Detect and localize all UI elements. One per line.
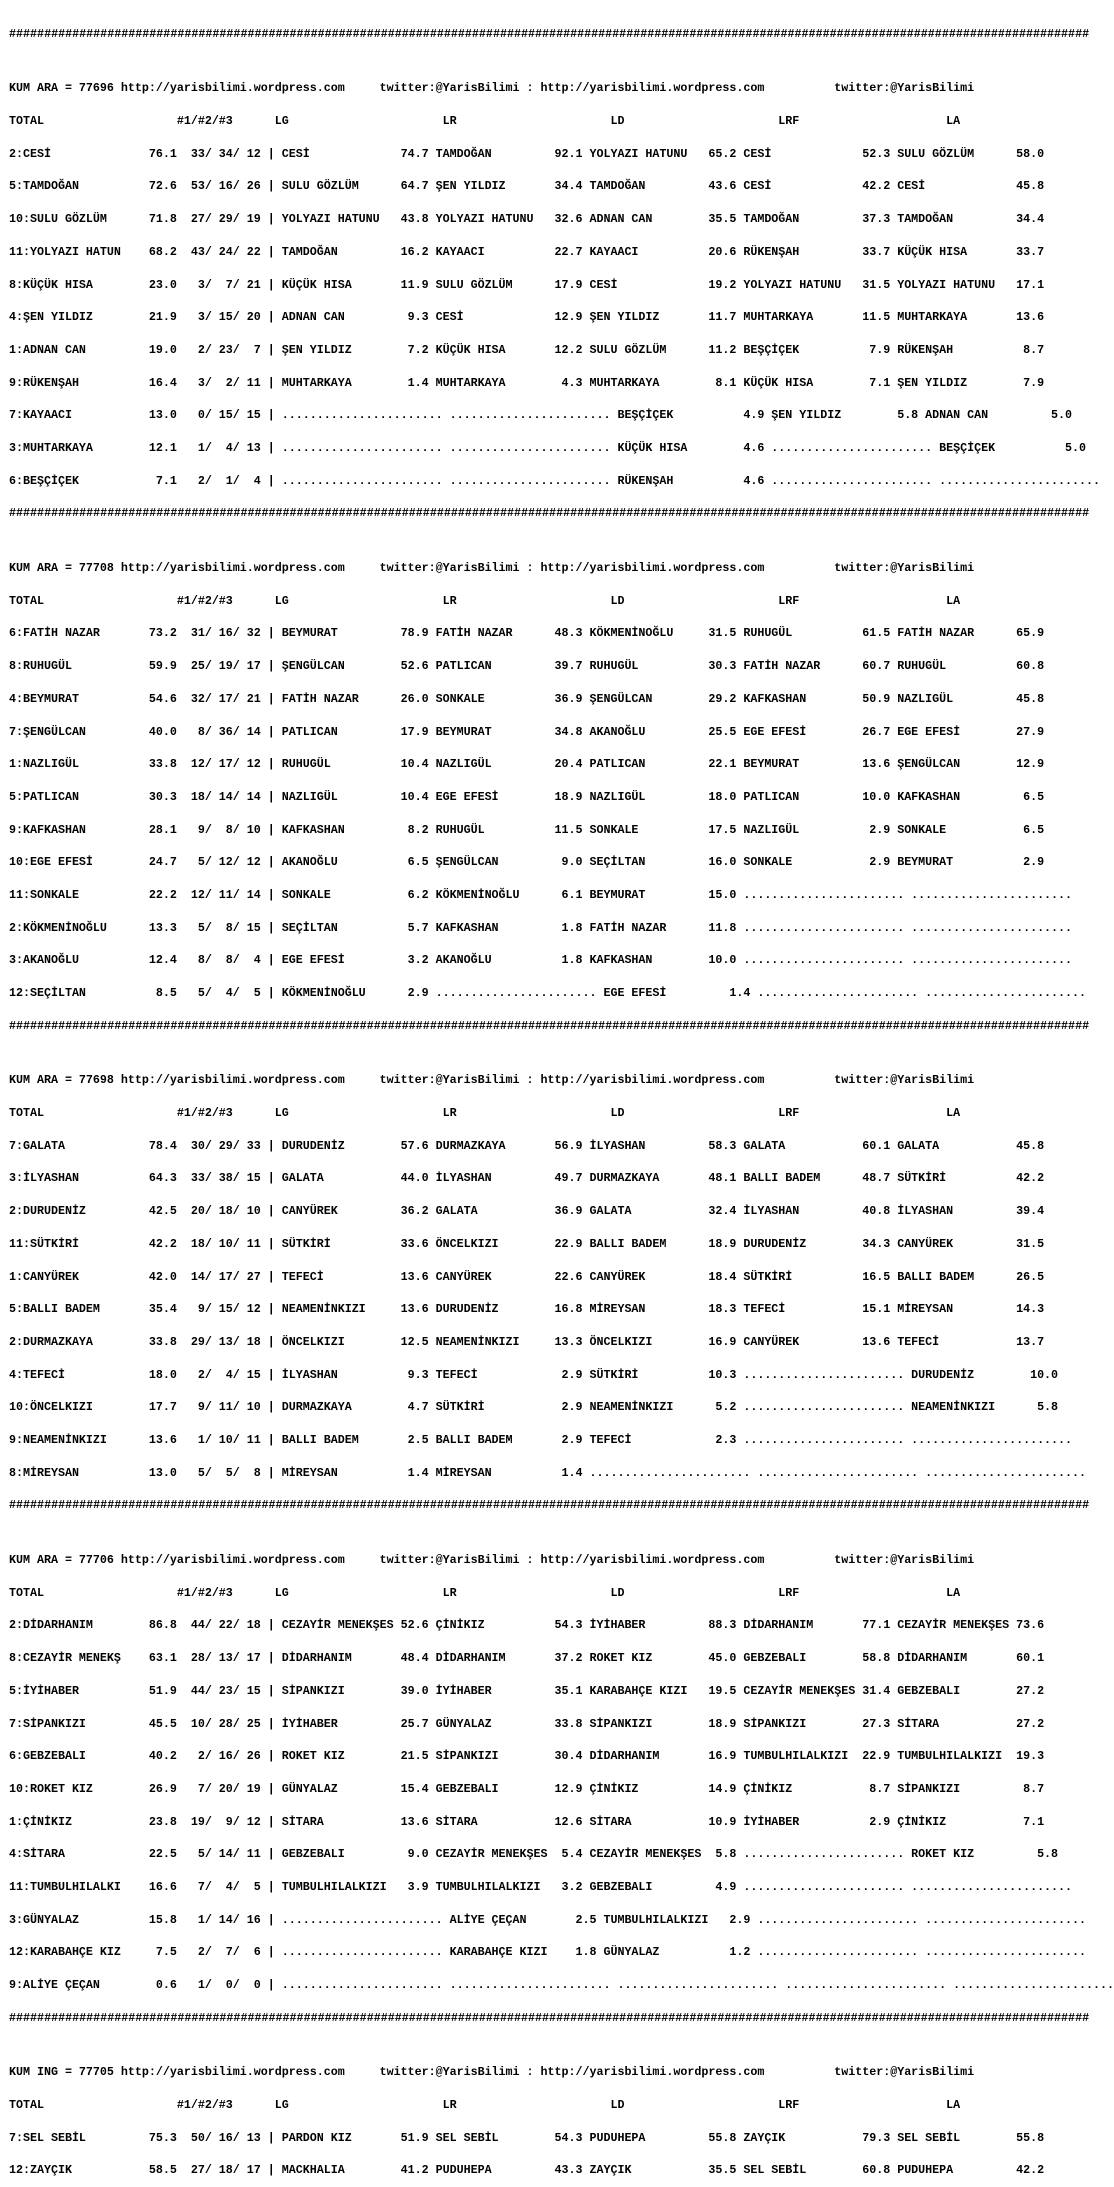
horse-row: 12:KARABAHÇE KIZ 7.5 2/ 7/ 6 | ....................... KARABAHÇE KIZI 1.8 GÜNYALAZ 1.2 ....................... ....................... [9,1945,1087,1960]
separator-line: ########################################################################################################################################################## [9,2010,1090,2025]
separator-line: ########################################################################################################################################################## [9,1498,1090,1513]
horse-row: 2:DİDARHANIM 86.8 44/ 22/ 18 | CEZAYİR MENEKŞES 52.6 ÇİNİKIZ 54.3 İYİHABER 88.3 DİDARHANIM 77.1 CEZAYİR MENEKŞES 73.6 [9,1618,1045,1633]
horse-row: 6:FATİH NAZAR 73.2 31/ 16/ 32 | BEYMURAT 78.9 FATİH NAZAR 48.3 KÖKMENİNOĞLU 31.5 RUHUGÜL 61.5 FATİH NAZAR 65.9 [9,626,1045,641]
race-statistics-printout [9,7,1114,2187]
separator-line: ########################################################################################################################################################## [9,26,1090,41]
race-header: KUM ARA = 77706 http://yarisbilimi.wordpress.com twitter:@YarisBilimi : http://yarisbilimi.wordpress.com twitter:@YarisBilimi [9,1553,975,1567]
horse-row: 6:GEBZEBALI 40.2 2/ 16/ 26 | ROKET KIZ 21.5 SİPANKIZI 30.4 DİDARHANIM 16.9 TUMBULHILALKIZI 22.9 TUMBULHILALKIZI 19.3 [9,1749,1045,1764]
horse-row: 4:SİTARA 22.5 5/ 14/ 11 | GEBZEBALI 9.0 CEZAYİR MENEKŞES 5.4 CEZAYİR MENEKŞES 5.8 ....................... ROKET KIZ 5.8 [9,1847,1059,1862]
horse-row: 7:SİPANKIZI 45.5 10/ 28/ 25 | İYİHABER 25.7 GÜNYALAZ 33.8 SİPANKIZI 18.9 SİPANKIZI 27.3 SİTARA 27.2 [9,1716,1045,1731]
race-header: KUM ARA = 77708 http://yarisbilimi.wordpress.com twitter:@YarisBilimi : http://yarisbilimi.wordpress.com twitter:@YarisBilimi [9,560,975,575]
horse-row: 5:İYİHABER 51.9 44/ 23/ 15 | SİPANKIZI 39.0 İYİHABER 35.1 KARABAHÇE KIZI 19.5 CEZAYİR MENEKŞES 31.4 GEBZEBALI 27.2 [9,1683,1045,1698]
column-headers: TOTAL #1/#2/#3 LG LR LD LRF LA [9,1585,961,1600]
horse-row: 8:CEZAYİR MENEKŞ 63.1 28/ 13/ 17 | DİDARHANIM 48.4 DİDARHANIM 37.2 ROKET KIZ 45.0 GEBZEBALI 58.8 DİDARHANIM 60.1 [9,1651,1045,1666]
horse-row: 9:KAFKASHAN 28.1 9/ 8/ 10 | KAFKASHAN 8.2 RUHUGÜL 11.5 SONKALE 17.5 NAZLIGÜL 2.9 SONKALE 6.5 [9,822,1045,837]
horse-row: 11:SÜTKİRİ 42.2 18/ 10/ 11 | SÜTKİRİ 33.6 ÖNCELKIZI 22.9 BALLI BADEM 18.9 DURUDENİZ 34.3 CANYÜREK 31.5 [9,1236,1045,1251]
horse-row: 11:TUMBULHILALKI 16.6 7/ 4/ 5 | TUMBULHILALKIZI 3.9 TUMBULHILALKIZI 3.2 GEBZEBALI 4.9 ....................... ....................... [9,1880,1073,1895]
horse-row: 6:BEŞÇİÇEK 7.1 2/ 1/ 4 | ....................... ....................... RÜKENŞAH 4.6 ....................... ....................... [9,473,1101,488]
horse-row: 2:DURMAZKAYA 33.8 29/ 13/ 18 | ÖNCELKIZI 12.5 NEAMENİNKIZI 13.3 ÖNCELKIZI 16.9 CANYÜREK 13.6 TEFECİ 13.7 [9,1334,1045,1349]
horse-row: 3:İLYASHAN 64.3 33/ 38/ 15 | GALATA 44.0 İLYASHAN 49.7 DURMAZKAYA 48.1 BALLI BADEM 48.7 SÜTKİRİ 42.2 [9,1171,1045,1186]
horse-row: 5:TAMDOĞAN 72.6 53/ 16/ 26 | SULU GÖZLÜM 64.7 ŞEN YILDIZ 34.4 TAMDOĞAN 43.6 CESİ 42.2 CESİ 45.8 [9,179,1045,194]
horse-row: 9:RÜKENŞAH 16.4 3/ 2/ 11 | MUHTARKAYA 1.4 MUHTARKAYA 4.3 MUHTARKAYA 8.1 KÜÇÜK HISA 7.1 ŞEN YILDIZ 7.9 [9,375,1045,390]
column-headers: TOTAL #1/#2/#3 LG LR LD LRF LA [9,1106,961,1121]
horse-row: 3:MUHTARKAYA 12.1 1/ 4/ 13 | ....................... ....................... KÜÇÜK HISA 4.6 ....................... BEŞÇİÇEK 5.0 [9,441,1087,456]
horse-row: 8:MİREYSAN 13.0 5/ 5/ 8 | MİREYSAN 1.4 MİREYSAN 1.4 ....................... ....................... ....................... [9,1465,1087,1480]
horse-row: 8:RUHUGÜL 59.9 25/ 19/ 17 | ŞENGÜLCAN 52.6 PATLICAN 39.7 RUHUGÜL 30.3 FATİH NAZAR 60.7 RUHUGÜL 60.8 [9,659,1045,674]
horse-row: 9:NEAMENİNKIZI 13.6 1/ 10/ 11 | BALLI BADEM 2.5 BALLI BADEM 2.9 TEFECİ 2.3 ....................... ....................... [9,1433,1073,1448]
horse-row: 9:ALİYE ÇEÇAN 0.6 1/ 0/ 0 | ....................... ....................... ....................... ....................... ....................... [9,1978,1114,1993]
horse-row: 3:AKANOĞLU 12.4 8/ 8/ 4 | EGE EFESİ 3.2 AKANOĞLU 1.8 KAFKASHAN 10.0 ....................... ....................... [9,953,1073,968]
race-header: KUM ING = 77705 http://yarisbilimi.wordpress.com twitter:@YarisBilimi : http://yarisbilimi.wordpress.com twitter:@YarisBilimi [9,2065,975,2080]
horse-row: 11:YOLYAZI HATUN 68.2 43/ 24/ 22 | TAMDOĞAN 16.2 KAYAACI 22.7 KAYAACI 20.6 RÜKENŞAH 33.7 KÜÇÜK HISA 33.7 [9,244,1045,259]
column-headers: TOTAL #1/#2/#3 LG LR LD LRF LA [9,2098,961,2113]
separator-line: ########################################################################################################################################################## [9,506,1090,521]
separator-line: ########################################################################################################################################################## [9,1018,1090,1033]
horse-row: 10:ROKET KIZ 26.9 7/ 20/ 19 | GÜNYALAZ 15.4 GEBZEBALI 12.9 ÇİNİKIZ 14.9 ÇİNİKIZ 8.7 SİPANKIZI 8.7 [9,1781,1045,1796]
horse-row: 7:KAYAACI 13.0 0/ 15/ 15 | ....................... ....................... BEŞÇİÇEK 4.9 ŞEN YILDIZ 5.8 ADNAN CAN 5.0 [9,408,1073,423]
horse-row: 1:ÇİNİKIZ 23.8 19/ 9/ 12 | SİTARA 13.6 SİTARA 12.6 SİTARA 10.9 İYİHABER 2.9 ÇİNİKIZ 7.1 [9,1814,1045,1829]
horse-row: 1:CANYÜREK 42.0 14/ 17/ 27 | TEFECİ 13.6 CANYÜREK 22.6 CANYÜREK 18.4 SÜTKİRİ 16.5 BALLI BADEM 26.5 [9,1269,1045,1284]
horse-row: 12:ZAYÇIK 58.5 27/ 18/ 17 | MACKHALIA 41.2 PUDUHEPA 43.3 ZAYÇIK 35.5 SEL SEBİL 60.8 PUDUHEPA 42.2 [9,2163,1045,2178]
horse-row: 1:ADNAN CAN 19.0 2/ 23/ 7 | ŞEN YILDIZ 7.2 KÜÇÜK HISA 12.2 SULU GÖZLÜM 11.2 BEŞÇİÇEK 7.9 RÜKENŞAH 8.7 [9,342,1045,357]
horse-row: 3:GÜNYALAZ 15.8 1/ 14/ 16 | ....................... ALİYE ÇEÇAN 2.5 TUMBULHILALKIZI 2.9 ....................... ....................... [9,1912,1087,1927]
horse-row: 7:GALATA 78.4 30/ 29/ 33 | DURUDENİZ 57.6 DURMAZKAYA 56.9 İLYASHAN 58.3 GALATA 60.1 GALATA 45.8 [9,1138,1045,1153]
horse-row: 10:SULU GÖZLÜM 71.8 27/ 29/ 19 | YOLYAZI HATUNU 43.8 YOLYAZI HATUNU 32.6 ADNAN CAN 35.5 TAMDOĞAN 37.3 TAMDOĞAN 34.4 [9,212,1045,227]
horse-row: 2:DURUDENİZ 42.5 20/ 18/ 10 | CANYÜREK 36.2 GALATA 36.9 GALATA 32.4 İLYASHAN 40.8 İLYASHAN 39.4 [9,1204,1045,1219]
horse-row: 2:KÖKMENİNOĞLU 13.3 5/ 8/ 15 | SEÇİLTAN 5.7 KAFKASHAN 1.8 FATİH NAZAR 11.8 ....................... ....................... [9,920,1073,935]
horse-row: 12:SEÇİLTAN 8.5 5/ 4/ 5 | KÖKMENİNOĞLU 2.9 ....................... EGE EFESİ 1.4 ....................... ....................... [9,986,1087,1001]
horse-row: 1:NAZLIGÜL 33.8 12/ 17/ 12 | RUHUGÜL 10.4 NAZLIGÜL 20.4 PATLICAN 22.1 BEYMURAT 13.6 ŞENGÜLCAN 12.9 [9,757,1045,772]
horse-row: 7:ŞENGÜLCAN 40.0 8/ 36/ 14 | PATLICAN 17.9 BEYMURAT 34.8 AKANOĞLU 25.5 EGE EFESİ 26.7 EGE EFESİ 27.9 [9,724,1045,739]
horse-row: 2:CESİ 76.1 33/ 34/ 12 | CESİ 74.7 TAMDOĞAN 92.1 YOLYAZI HATUNU 65.2 CESİ 52.3 SULU GÖZLÜM 58.0 [9,146,1045,161]
column-headers: TOTAL #1/#2/#3 LG LR LD LRF LA [9,114,961,129]
race-header: KUM ARA = 77698 http://yarisbilimi.wordpress.com twitter:@YarisBilimi : http://yarisbilimi.wordpress.com twitter:@YarisBilimi [9,1073,975,1088]
column-headers: TOTAL #1/#2/#3 LG LR LD LRF LA [9,593,961,608]
horse-row: 11:SONKALE 22.2 12/ 11/ 14 | SONKALE 6.2 KÖKMENİNOĞLU 6.1 BEYMURAT 15.0 ....................... ....................... [9,888,1073,903]
horse-row: 7:SEL SEBİL 75.3 50/ 16/ 13 | PARDON KIZ 51.9 SEL SEBİL 54.3 PUDUHEPA 55.8 ZAYÇIK 79.3 SEL SEBİL 55.8 [9,2130,1045,2145]
horse-row: 5:PATLICAN 30.3 18/ 14/ 14 | NAZLIGÜL 10.4 EGE EFESİ 18.9 NAZLIGÜL 18.0 PATLICAN 10.0 KAFKASHAN 6.5 [9,789,1045,804]
race-header: KUM ARA = 77696 http://yarisbilimi.wordpress.com twitter:@YarisBilimi : http://yarisbilimi.wordpress.com twitter:@YarisBilimi [9,81,975,96]
horse-row: 8:KÜÇÜK HISA 23.0 3/ 7/ 21 | KÜÇÜK HISA 11.9 SULU GÖZLÜM 17.9 CESİ 19.2 YOLYAZI HATUNU 31.5 YOLYAZI HATUNU 17.1 [9,277,1045,292]
horse-row: 4:BEYMURAT 54.6 32/ 17/ 21 | FATİH NAZAR 26.0 SONKALE 36.9 ŞENGÜLCAN 29.2 KAFKASHAN 50.9 NAZLIGÜL 45.8 [9,691,1045,706]
horse-row: 5:BALLI BADEM 35.4 9/ 15/ 12 | NEAMENİNKIZI 13.6 DURUDENİZ 16.8 MİREYSAN 18.3 TEFECİ 15.1 MİREYSAN 14.3 [9,1302,1045,1317]
horse-row: 10:EGE EFESİ 24.7 5/ 12/ 12 | AKANOĞLU 6.5 ŞENGÜLCAN 9.0 SEÇİLTAN 16.0 SONKALE 2.9 BEYMURAT 2.9 [9,855,1045,870]
horse-row: 4:TEFECİ 18.0 2/ 4/ 15 | İLYASHAN 9.3 TEFECİ 2.9 SÜTKİRİ 10.3 ....................... DURUDENİZ 10.0 [9,1367,1059,1382]
horse-row: 10:ÖNCELKIZI 17.7 9/ 11/ 10 | DURMAZKAYA 4.7 SÜTKİRİ 2.9 NEAMENİNKIZI 5.2 ....................... NEAMENİNKIZI 5.8 [9,1400,1059,1415]
horse-row: 4:ŞEN YILDIZ 21.9 3/ 15/ 20 | ADNAN CAN 9.3 CESİ 12.9 ŞEN YILDIZ 11.7 MUHTARKAYA 11.5 MUHTARKAYA 13.6 [9,310,1045,325]
